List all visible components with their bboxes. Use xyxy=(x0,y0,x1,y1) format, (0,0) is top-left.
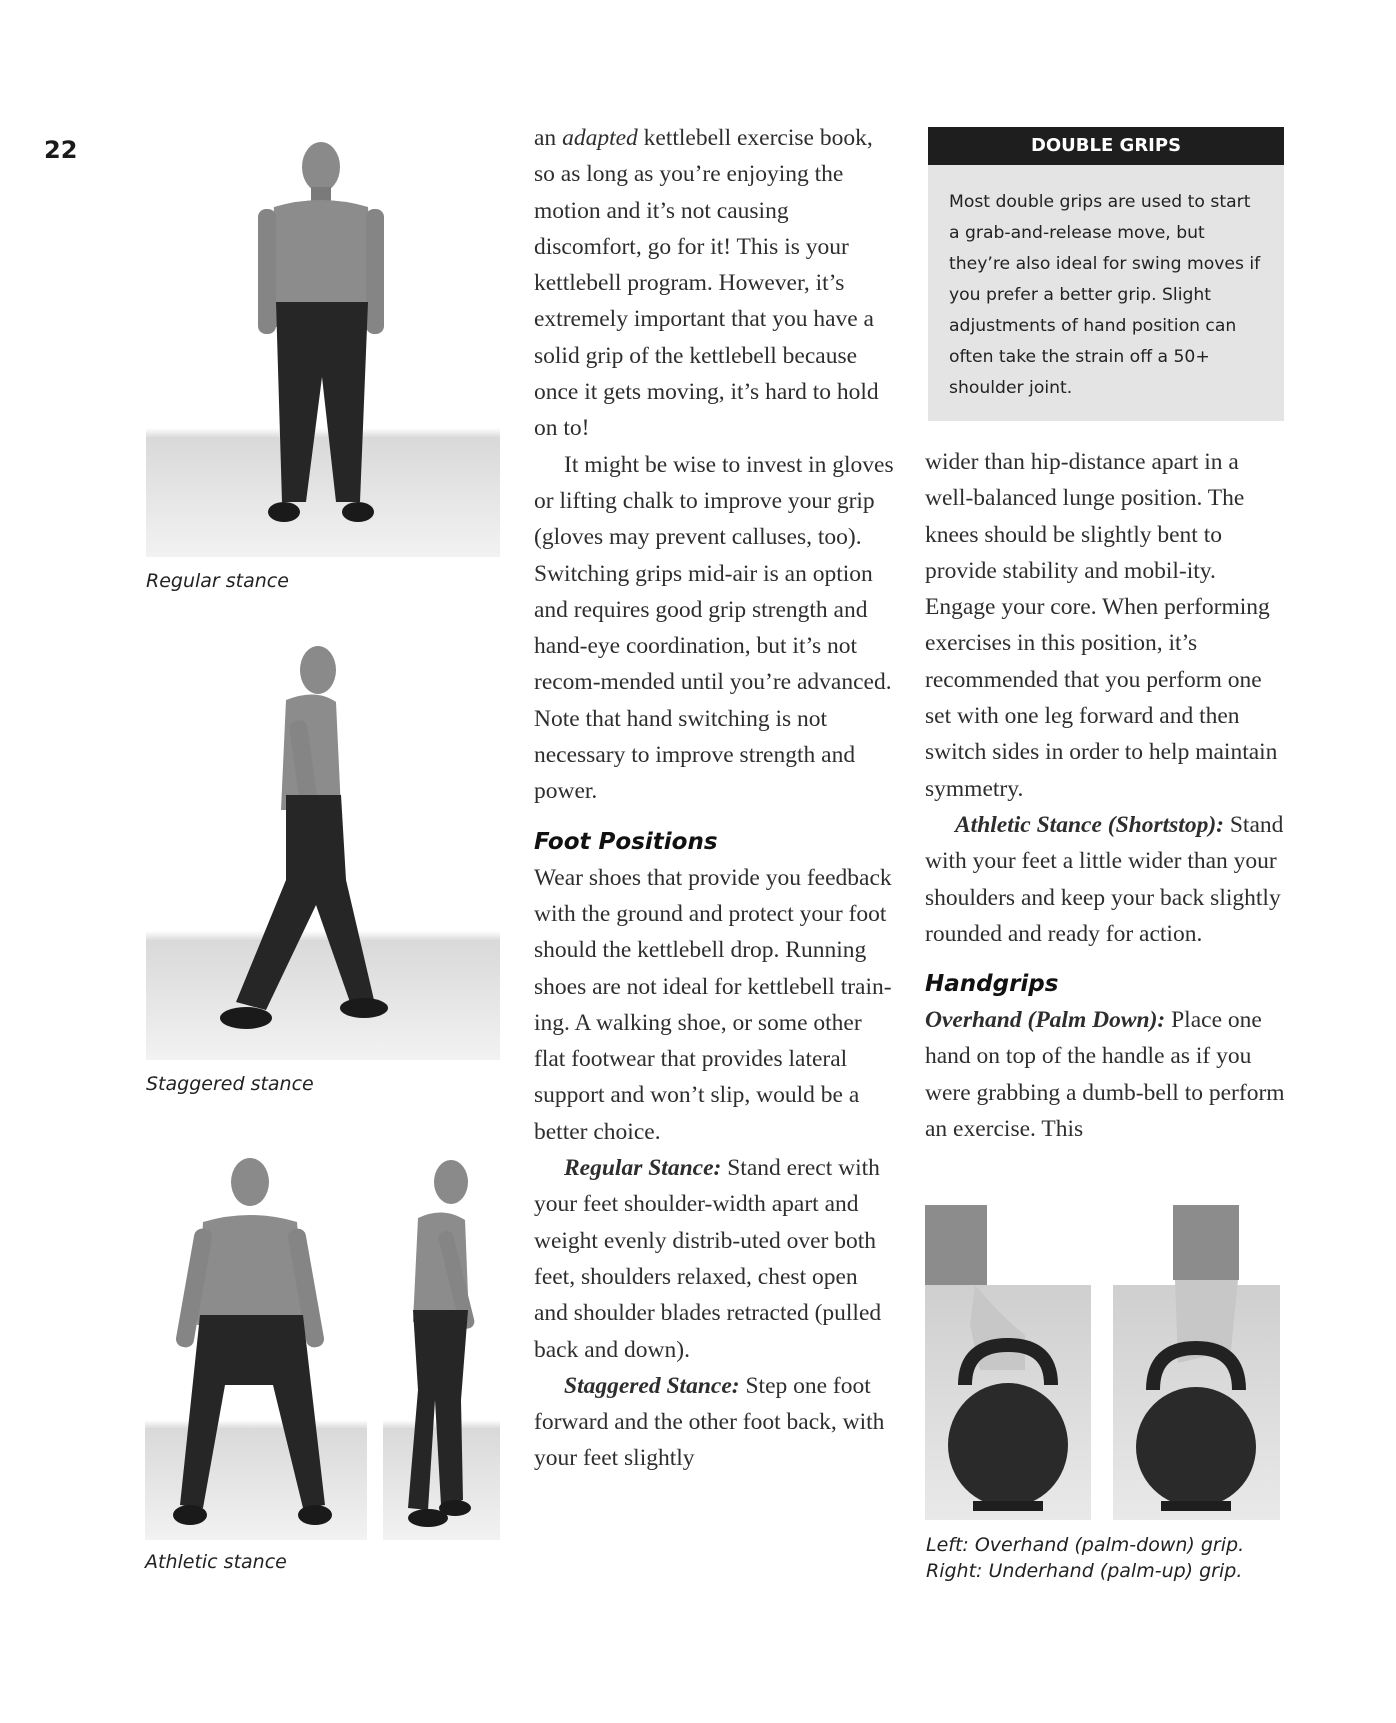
kettlebell-overhand-figure xyxy=(925,1205,1091,1520)
regular-stance-caption: Regular stance xyxy=(146,570,289,592)
sidebar-body: Most double grips are used to start a grab-and-release move, but they’re also ideal for swing moves if you prefer a better grip. Slight adjustments of hand position can often take the strain off a 50+ shoulder joint. xyxy=(928,165,1284,421)
athletic-stance-side-photo xyxy=(383,1140,500,1540)
athletic-stance-front-photo xyxy=(145,1140,367,1540)
staggered-stance-caption: Staggered stance xyxy=(146,1073,314,1095)
underhand-grip-photo xyxy=(1113,1205,1280,1520)
sidebar-title: DOUBLE GRIPS xyxy=(928,127,1284,165)
grip-caption: Left: Overhand (palm-down) grip. Right: Underhand (palm-up) grip. xyxy=(926,1534,1245,1582)
page-number: 22 xyxy=(44,136,78,164)
man-athletic-side-figure xyxy=(383,1140,500,1540)
foot-positions-heading: Foot Positions xyxy=(534,828,718,855)
regular-stance-photo xyxy=(146,127,500,557)
athletic-stance-paragraph: Athletic Stance (Shortstop): Stand with your feet a little wider than your shoulders and keep your back slightly rounded and ready for action. xyxy=(925,811,1284,947)
athletic-stance-caption: Athletic stance xyxy=(145,1551,287,1573)
staggered-stance-photo xyxy=(146,630,500,1060)
man-athletic-front-figure xyxy=(145,1140,367,1540)
man-standing-front-figure xyxy=(146,127,500,557)
paragraph: It might be wise to invest in gloves or lifting chalk to improve your grip (gloves may prevent calluses, too). Switching grips mid-air is an option and requires good grip strength and hand-eye coordination, but it’s not recom-mended until you’re advanced. Note that hand switching is not necessary to improve strength and power. xyxy=(534,451,894,805)
overhand-grip-photo xyxy=(925,1205,1091,1520)
handgrips-heading: Handgrips xyxy=(925,971,1059,998)
paragraph: wider than hip-distance apart in a well-balanced lunge position. The knees should be slightly bent to provide stability and mobil-ity. Engage your core. When performing exercises in this position, it’s recommended that you perform one set with one leg forward and then switch sides in order to help maintain symmetry. xyxy=(925,449,1278,802)
kettlebell-underhand-figure xyxy=(1113,1205,1280,1520)
middle-text-column xyxy=(534,120,894,1477)
overhand-paragraph: Overhand (Palm Down): Place one hand on top of the handle as if you were grabbing a dumb-bell to perform an exercise. This xyxy=(925,1007,1285,1143)
staggered-stance-paragraph: Staggered Stance: Step one foot forward and the other foot back, with your feet slightly xyxy=(534,1372,885,1472)
right-text-column xyxy=(925,444,1285,1147)
man-staggered-side-figure xyxy=(146,630,500,1060)
paragraph: an adapted kettlebell exercise book, so as long as you’re enjoying the motion and it’s not causing discomfort, go for it! This is your kettlebell program. However, it’s extremely important that you have a solid grip of the kettlebell because once it gets moving, it’s hard to hold on to! xyxy=(534,125,879,442)
regular-stance-paragraph: Regular Stance: Stand erect with your feet shoulder-width apart and weight evenly distrib-uted over both feet, shoulders relaxed, chest open and shoulder blades retracted (pulled back and down). xyxy=(534,1155,882,1363)
paragraph: Wear shoes that provide you feedback with the ground and protect your foot should the kettlebell drop. Running shoes are not ideal for kettlebell train-ing. A walking shoe, or some other flat footwear that provides lateral support and won’t slip, would be a better choice. xyxy=(534,864,892,1145)
